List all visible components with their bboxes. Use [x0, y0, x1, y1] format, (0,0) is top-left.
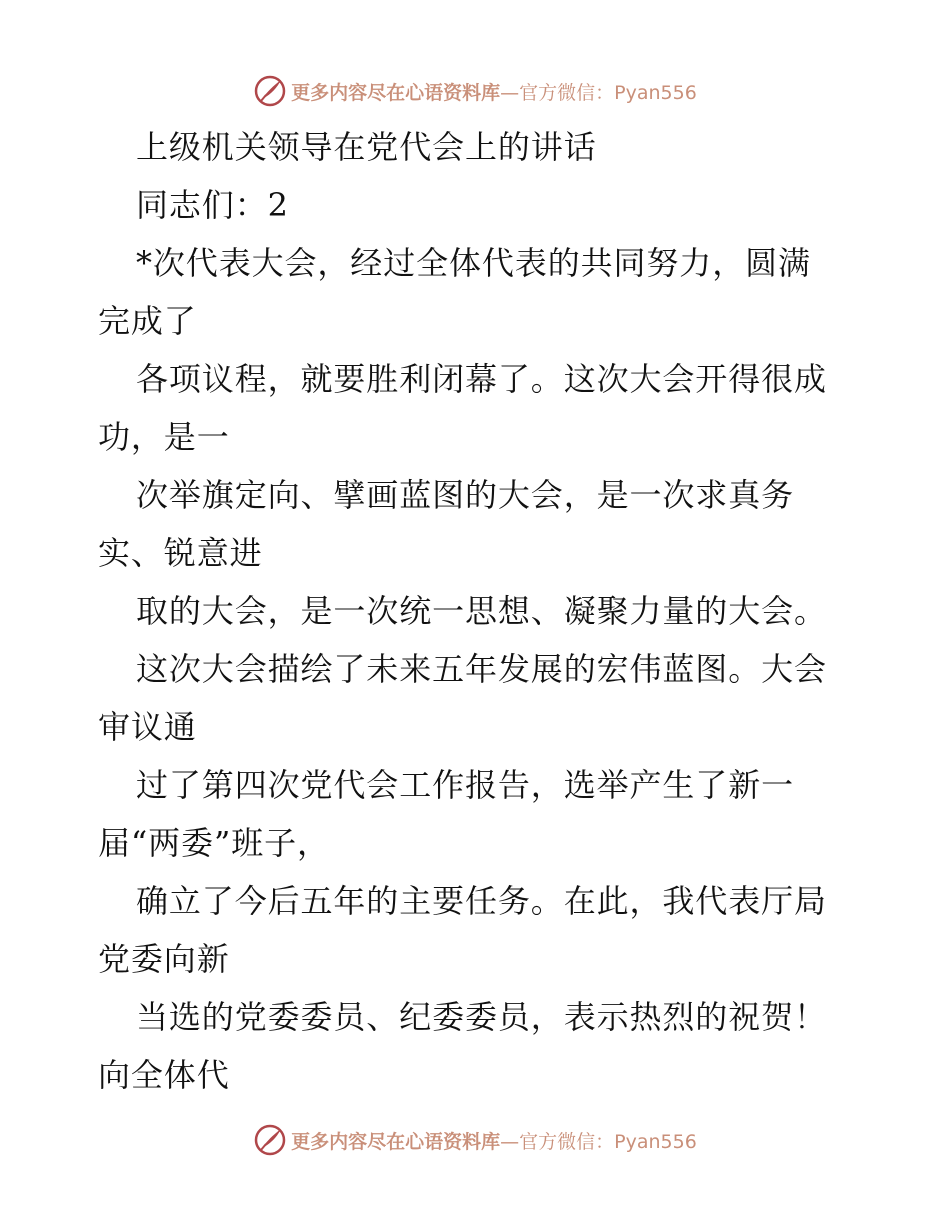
watermark-source: 更多内容尽在心语资料库 [291, 81, 501, 104]
text-line: 功，是一 [98, 418, 230, 456]
watermark-source: 更多内容尽在心语资料库 [291, 1130, 501, 1153]
text-line: 取的大会，是一次统一思想、凝聚力量的大会。 [136, 592, 827, 630]
text-line: 向全体代 [98, 1056, 230, 1094]
text-line: 各项议程，就要胜利闭幕了。这次大会开得很成 [136, 360, 827, 398]
watermark-text [291, 78, 697, 105]
document-title: 上级机关领导在党代会上的讲话 [136, 128, 597, 166]
text-line: 完成了 [98, 302, 197, 340]
footer-watermark [0, 1120, 950, 1160]
text-line: 确立了今后五年的主要任务。在此，我代表厅局 [136, 882, 827, 920]
header-watermark [0, 71, 950, 111]
quill-logo-icon [253, 74, 287, 108]
text-line: 届“两委”班子， [98, 824, 330, 862]
text-line: *次代表大会，经过全体代表的共同努力，圆满 [136, 244, 811, 282]
text-line: 同志们：2 [136, 186, 289, 224]
text-line: 实、锐意进 [98, 534, 263, 572]
quill-logo-icon [253, 1123, 287, 1157]
watermark-text [291, 1127, 697, 1154]
text-line: 过了第四次党代会工作报告，选举产生了新一 [136, 766, 795, 804]
text-line: 这次大会描绘了未来五年发展的宏伟蓝图。大会 [136, 650, 827, 688]
text-line: 次举旗定向、擘画蓝图的大会，是一次求真务 [136, 476, 795, 514]
watermark-wechat: —官方微信：Pyan556 [500, 81, 697, 104]
watermark-wechat: —官方微信：Pyan556 [500, 1130, 697, 1153]
text-line: 审议通 [98, 708, 197, 746]
document-body [98, 118, 878, 1104]
text-line: 党委向新 [98, 940, 230, 978]
text-line: 当选的党委委员、纪委委员，表示热烈的祝贺！ [136, 998, 827, 1036]
